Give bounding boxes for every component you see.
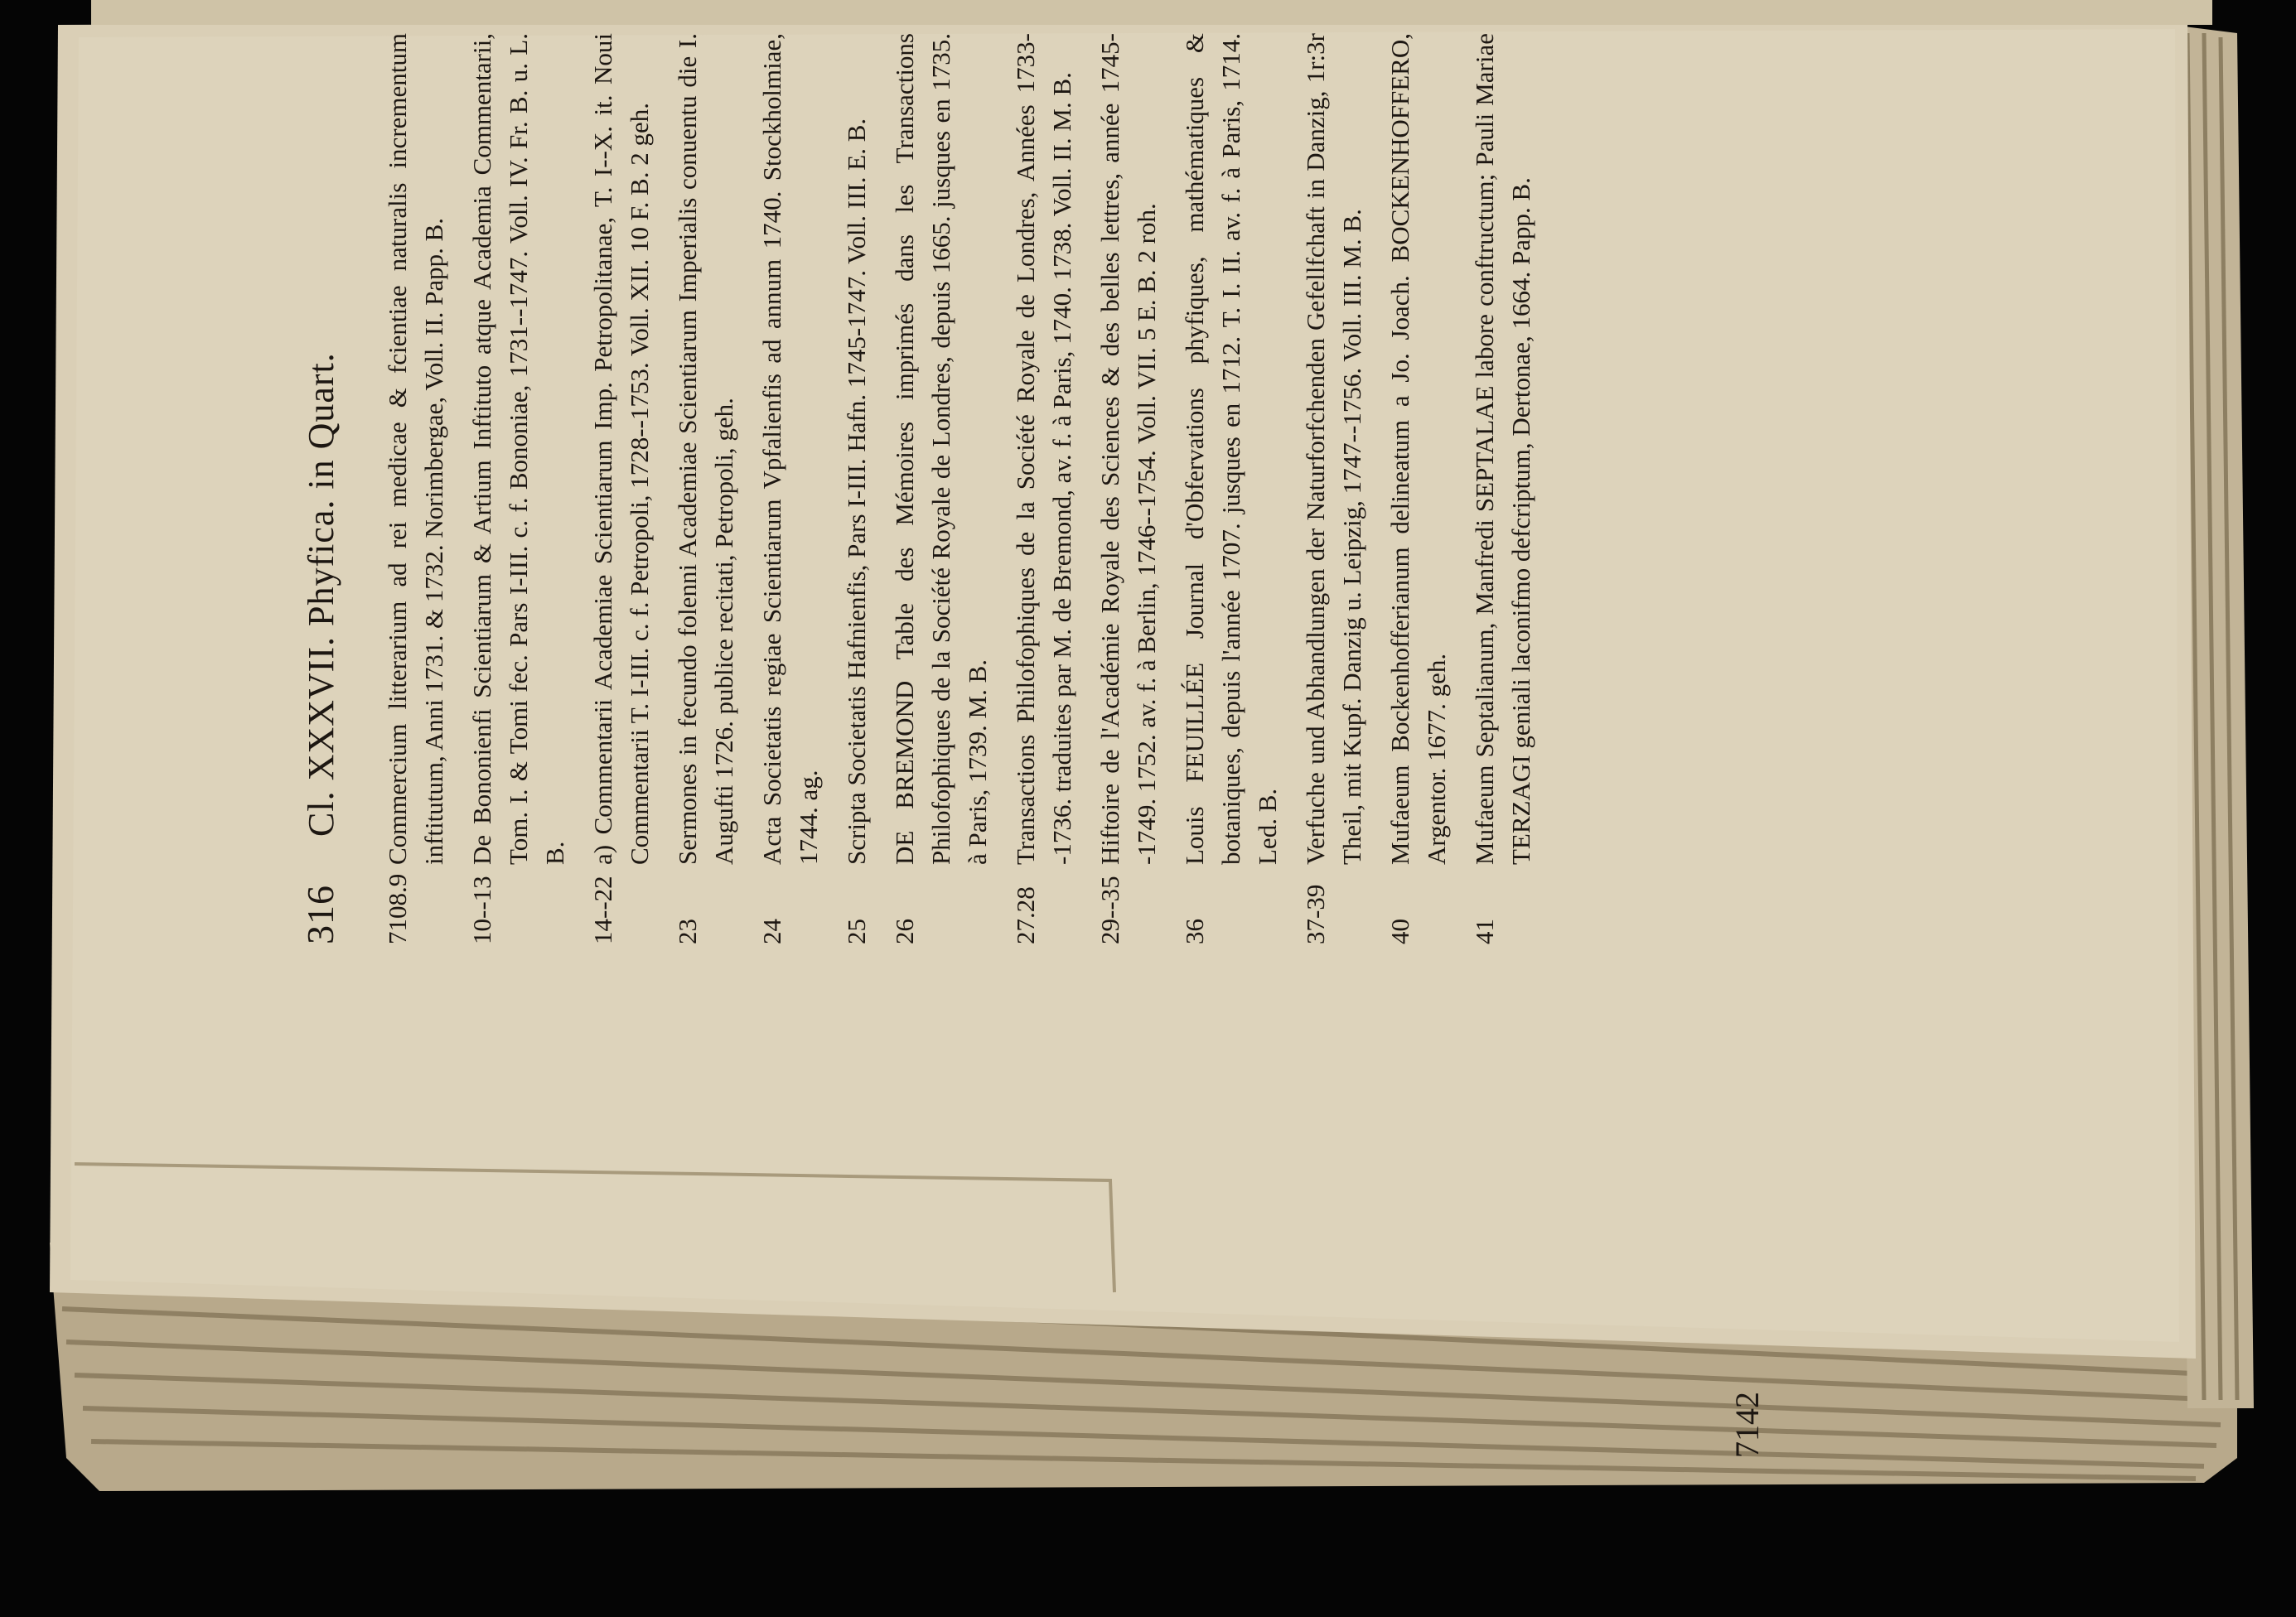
catalog-entry <box>887 33 996 944</box>
entry-number: 25 <box>842 919 871 944</box>
catalog-entry <box>669 33 742 944</box>
entry-number: 10--13 <box>467 876 496 944</box>
entry-text: Mufaeum Bockenhofferianum delineatum a Jo. Joach. BOCKENHOFFERO, Argentor. 1677. geh. <box>1385 33 1451 865</box>
page-number: 316 <box>299 885 341 944</box>
page-heading: Cl. XXXVII. Phyfica. in Quart. <box>301 352 341 837</box>
catalog-entry <box>1382 33 1455 944</box>
entry-text: De Bononienfi Scientiarum & Artium Inftituto atque Academia Commentarii, Tom. I. & Tomi fec. Pars I-III. c. f. Bononiae, 1731--1747. Voll. IV. Fr. B. u. L. B. <box>467 33 569 865</box>
entry-number: 29--35 <box>1095 876 1124 944</box>
entry-text: Scripta Societatis Hafnienfis, Pars I-III. Hafn. 1745-1747. Voll. III. E. B. <box>842 118 871 865</box>
entry-text: Commercium litterarium ad rei medicae & fcientiae naturalis incrementum inftitutum, Anni 1731. & 1732. Norimbergae, Voll. II. Papp. B. <box>383 33 448 865</box>
catalog-entry <box>464 33 573 944</box>
catalog-entry <box>1298 33 1370 944</box>
catalog-entry <box>754 33 827 944</box>
catalog-entry <box>1092 33 1165 944</box>
catalog-entry <box>1177 33 1286 944</box>
catalog-entry <box>585 33 658 944</box>
entry-number: 27.28 <box>1011 886 1040 944</box>
entry-text: Verfuche und Abhandlungen der Naturforfchenden Gefellfchaft in Danzig, 1r:3r Theil, mit Kupf. Danzig u. Leipzig, 1747--1756. Voll. III. M. B. <box>1301 33 1366 865</box>
entry-number: 41 <box>1470 919 1499 944</box>
entry-text: Mufaeum Septalianum, Manfredi SEPTALAE labore conftructum; Pauli Mariae TERZAGI geniali laconifmo defcriptum, Dertonae, 1664. Papp. B. <box>1470 33 1535 865</box>
entry-number: 23 <box>673 919 702 944</box>
entry-number: 40 <box>1385 919 1414 944</box>
catalog-entry <box>379 33 452 944</box>
entry-text: Hiftoire de l'Académie Royale des Sciences & des belles lettres, année 1745--1749. 1752. av. f. à Berlin, 1746--1754. Voll. VII. 5 E. B. 2 roh. <box>1095 33 1161 865</box>
catalog-entries <box>379 33 1540 944</box>
catchword: 7142 <box>1728 1392 1766 1458</box>
catalog-entry <box>1008 33 1080 944</box>
entry-text: DE BREMOND Table des Mémoires imprimés dans les Transactions Philofophiques de la Société Royale de Londres, depuis 1665. jusques en 1735. à Paris, 1739. M. B. <box>890 33 992 865</box>
entry-text: Louis FEUILLÉE Journal d'Obfervations phyfiques, mathématiques & botaniques, depuis l'année 1707. jusques en 1712. T. I. II. av. f. à Paris, 1714. Led. B. <box>1180 33 1282 865</box>
entry-number: 24 <box>757 919 786 944</box>
entry-text: Acta Societatis regiae Scientiarum Vpfalienfis ad annum 1740. Stockholmiae, 1744. ag. <box>757 33 823 865</box>
entry-text: a) Commentarii Academiae Scientiarum Imp. Petropolitanae, T. I--X. it. Noui Commentarii T. I-III. c. f. Petropoli, 1728--1753. Voll. XII. 10 F. B. 2 geh. <box>588 33 654 865</box>
entry-text: Transactions Philofophiques de la Société Royale de Londres, Années 1733--1736. traduites par M. de Bremond, av. f. à Paris, 1740. 1738. Voll. II. M. B. <box>1011 33 1076 865</box>
entry-number: 7108.9 <box>383 873 412 944</box>
entry-number: 14--22 <box>588 876 617 944</box>
entry-number: 36 <box>1180 919 1209 944</box>
entry-number: 37-39 <box>1301 884 1330 944</box>
entry-number: 26 <box>890 919 919 944</box>
catalog-entry <box>839 33 875 944</box>
catalog-entry <box>1467 33 1540 944</box>
entry-text: Sermones in fecundo folenni Academiae Scientiarum Imperialis conuentu die I. Augufti 1726. publice recitati, Petropoli, geh. <box>673 33 738 865</box>
running-header <box>298 33 365 944</box>
page-text-rotated <box>298 33 1757 944</box>
